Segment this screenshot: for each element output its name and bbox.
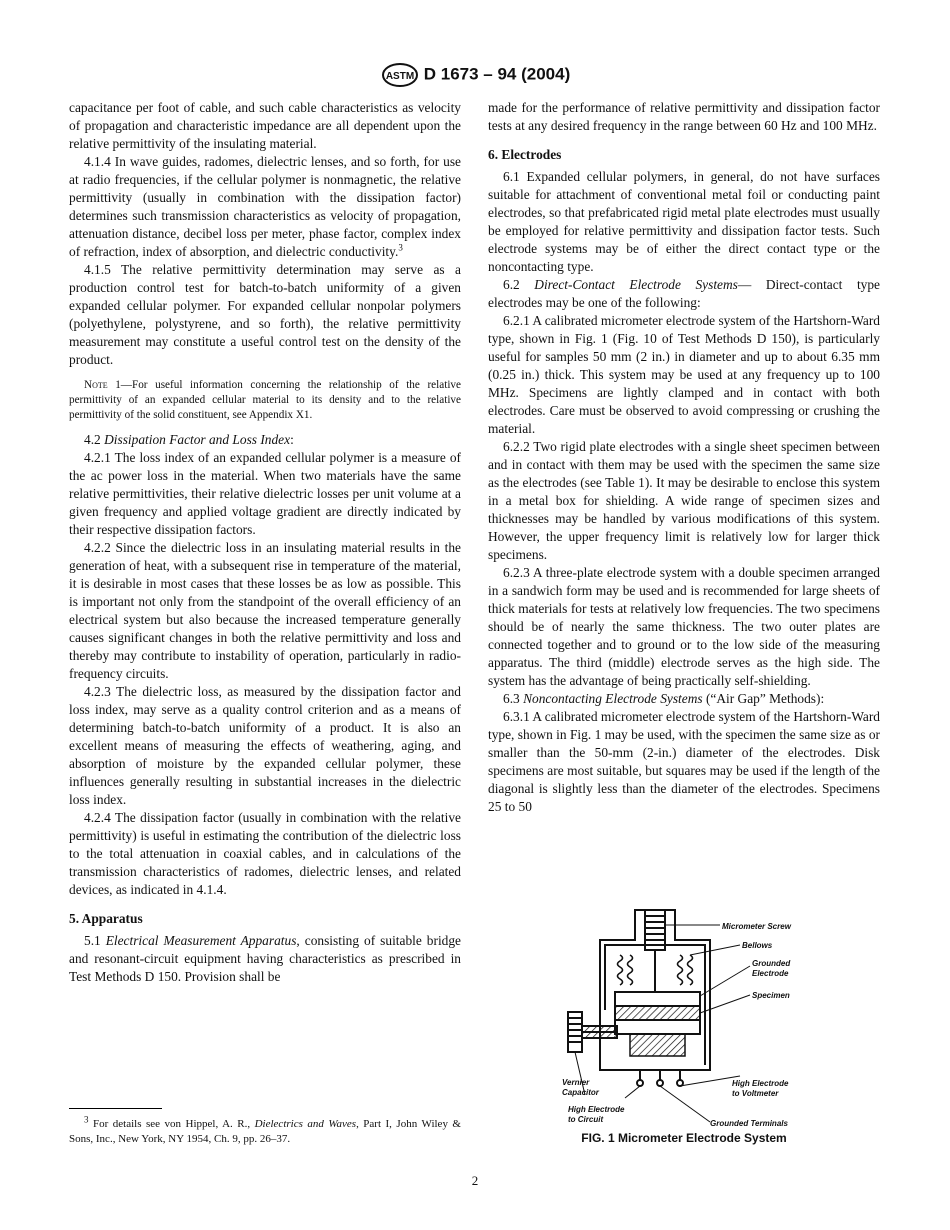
- terminals: [637, 1070, 683, 1086]
- high-electrode: [615, 1020, 700, 1034]
- figure-caption: FIG. 1 Micrometer Electrode System: [581, 1131, 787, 1145]
- paragraph-4-1-5: 4.1.5 The relative permittivity determination may serve as a production control test for batch-to-batch uniformity of a given expanded cellular polymer. For expanded cellular nonpolar polymers (polyethylene, polystyrene, and so forth), the relative permittivity measurement may constitute a useful control test on the density of the product.: [69, 262, 461, 367]
- paragraph-4-2-2: 4.2.2 Since the dielectric loss in an insulating material results in the generation of heat, with a subsequent rise in temperature of the material, it is desirable in most cases that these losses be as low as possible. This is important not only from the standpoint of the overall efficiency of an electrical system but also because the increased temperature generally causes significant changes in both the relative permittivity and loss and thereby may contribute to instability of operation, particularly in radio-frequency circuits.: [69, 540, 461, 681]
- label-grounded-terminals: Grounded Terminals: [710, 1119, 788, 1128]
- document-designation: D 1673 – 94 (2004): [423, 64, 571, 84]
- section-6-heading: 6. Electrodes: [488, 147, 562, 162]
- paragraph-4-2-4: 4.2.4 The dissipation factor (usually in combination with the relative permittivity) is useful in estimating the contribution of the dielectric loss to the total attenuation in coaxial cables, and in calculations of the transmission characteristics of radomes, dielectric lenses, and related devices, as indicated in 4.1.4.: [69, 810, 461, 897]
- footnote: $^3$ For details see von Hippel, A. R., Dielectrics and Waves, Part I, John Wiley & Sons, Inc., New York, NY 1954, Ch. 9, pp. 26–37.: [69, 1114, 461, 1145]
- label-high-electrode-voltmeter: High Electrode: [732, 1079, 789, 1088]
- label-high-electrode-circuit-2: to Circuit: [568, 1115, 604, 1124]
- label-specimen: Specimen: [752, 991, 790, 1000]
- paragraph-5-1: 5.1 Electrical Measurement Apparatus, consisting of suitable bridge and resonant-circuit equipment having characteristics as prescribed in Test Methods D 150. Provision shall be: [69, 933, 461, 984]
- heading-4-2: 4.2 Dissipation Factor and Loss Index:: [84, 432, 294, 447]
- paragraph-6-1: 6.1 Expanded cellular polymers, in general, do not have surfaces suitable for attachment of conventional metal foil or conducting paint electrodes, so that prefabricated rigid metal plate electrodes must usually be employed for relative permittivity and dissipation factor tests. Such electrode systems may be of either the direct contact type or the noncontacting type.: [488, 169, 880, 274]
- label-vernier-2: Capacitor: [562, 1088, 599, 1097]
- right-column: [488, 99, 880, 816]
- grounded-electrode: [615, 992, 700, 1006]
- page-number: 2: [471, 1173, 479, 1188]
- label-bellows: Bellows: [742, 941, 773, 950]
- paragraph-6-2-1: 6.2.1 A calibrated micrometer electrode system of the Hartshorn-Ward type, shown in Fig. 1 (Fig. 10 of Test Methods D 150), is particularly useful for samples 50 mm (2 in.) in diameter and up to about 6.35 mm (0.25 in.) thick. This system may be used at any frequency up to 100 MHz. Specimens are lightly clamped and in contact with both electrodes. Care must be observed to avoid compressing or crushing the material.: [488, 313, 880, 436]
- note-1: Note 1—For useful information concerning the relationship of the relative permittivity of an expanded cellular material to its density and to the relative permittivity of the solid constituent, see Appendix X1.: [69, 379, 461, 421]
- insulator: [630, 1034, 685, 1056]
- label-micrometer-screw: Micrometer Screw: [722, 922, 791, 931]
- section-5-heading: 5. Apparatus: [69, 911, 143, 926]
- paragraph: made for the performance of relative permittivity and dissipation factor tests at any desired frequency in the range between 60 Hz and 100 MHz.: [488, 100, 880, 133]
- left-column: [69, 99, 461, 986]
- page-header: [0, 62, 950, 88]
- micrometer-electrode-diagram: [560, 900, 820, 1128]
- heading-6-3: 6.3 Noncontacting Electrode Systems (“Air Gap” Methods):: [503, 691, 825, 706]
- paragraph-6-3-1: 6.3.1 A calibrated micrometer electrode system of the Hartshorn-Ward type, shown in Fig. 1 may be used, with the specimen the same size as or smaller than the 50-mm (2-in.) diameter of the electrodes. Disk specimens are most suitable, but squares may be used if the length of the diagonal is slightly less than the diameter of the electrodes. Specimens 25 to 50: [488, 709, 880, 814]
- footnote-ref: 3: [398, 242, 403, 253]
- label-high-electrode-circuit: High Electrode: [568, 1105, 625, 1114]
- paragraph-4-1-4: 4.1.4 In wave guides, radomes, dielectric lenses, and so forth, for use at radio frequencies, if the cellular polymer is nonmagnetic, the relative permittivity (usually in combination with the dissipation factor) determines such transmission characteristics as velocity of propagation, attenuation distance, decibel loss per meter, phase factor, complex index of refraction, index of absorption, and dielectric conductivity.$^3$: [69, 154, 461, 259]
- paragraph-4-2-1: 4.2.1 The loss index of an expanded cellular polymer is a measure of the ac power loss in the material. When two materials have the same relative permittivities, their relative dielectric losses per unit volume at a given frequency and applied voltage gradient are directly indicated by their respective dissipation factors.: [69, 450, 461, 537]
- paragraph-6-2: 6.2 Direct-Contact Electrode Systems— Direct-contact type electrodes may be one of the following:: [488, 277, 880, 310]
- specimen: [615, 1006, 700, 1020]
- label-vernier: Vernier: [562, 1078, 590, 1087]
- paragraph: capacitance per foot of cable, and such cable characteristics as velocity of propagation and characteristic impedance are all dependent upon the relative permittivity of the insulating material.: [69, 100, 461, 151]
- paragraph-6-2-2: 6.2.2 Two rigid plate electrodes with a single sheet specimen between and in contact with them may be used with the specimen the same size as the electrodes (see Table 1). It may be desirable to enclose this system in a metal box for shielding. A wide range of specimen sizes and thicknesses may be handled by various modifications of this system. However, the upper frequency limit is relatively low for larger thick specimens.: [488, 439, 880, 562]
- micrometer-screw: [645, 910, 665, 992]
- label-grounded-electrode: Grounded: [752, 959, 791, 968]
- label-high-electrode-voltmeter-2: to Voltmeter: [732, 1089, 779, 1098]
- logo-text: ASTM: [385, 71, 414, 82]
- label-grounded-electrode-2: Electrode: [752, 969, 789, 978]
- vernier-capacitor: [568, 1012, 617, 1052]
- paragraph-4-2-3: 4.2.3 The dielectric loss, as measured by the dissipation factor and loss index, may serve as a quality control criterion and as a means of determining batch-to-batch uniformity of a product. It is also an excellent means of measuring the effects of weathering, aging, and absorption of moisture by the expanded cellular polymer, these influences generally resulting in substantial increases in the dielectric loss index.: [69, 684, 461, 807]
- astm-logo: [380, 62, 420, 88]
- footnote-divider: [69, 1108, 162, 1109]
- paragraph-6-2-3: 6.2.3 A three-plate electrode system with a double specimen arranged in a sandwich form may be used and is recommended for large sheets of thick materials for tests at relatively low frequencies. The two specimens should be of nearly the same thickness. The two outer plates are connected together and to ground or to the low side of the measuring apparatus. The third (middle) electrode serves as the high side. The system has the advantage of being practically self-shielding.: [488, 565, 880, 688]
